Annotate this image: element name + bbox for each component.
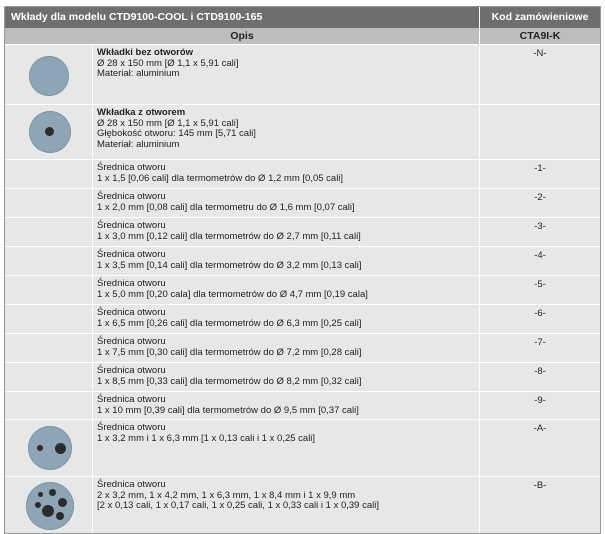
table-row [5, 476, 600, 533]
hole-icon [38, 492, 43, 497]
row-code: -A- [533, 423, 547, 434]
row-line: Średnica otworu [97, 191, 166, 202]
hole-icon [37, 445, 43, 451]
insert-image-cell [5, 45, 93, 104]
single-hole-insert-disc [29, 111, 71, 153]
insert-image-cell [5, 334, 93, 362]
insert-image-cell [5, 420, 93, 476]
row-line: Średnica otworu [97, 365, 166, 376]
row-description [93, 420, 480, 476]
insert-image-cell [5, 305, 93, 333]
row-description [93, 477, 480, 533]
table-row [5, 333, 600, 362]
row-code: -B- [533, 480, 547, 491]
row-description [93, 189, 480, 217]
row-description [93, 334, 480, 362]
row-code: -4- [534, 250, 546, 261]
two-hole-insert-disc [28, 426, 72, 470]
row-line: Średnica otworu [97, 336, 166, 347]
row-code: -1- [534, 163, 546, 174]
row-description [93, 276, 480, 304]
row-line: 1 x 3,5 mm [0,14 cali] dla termometrów do Ø 3,2 mm [0,13 cali] [97, 259, 362, 271]
row-line: 1 x 5,0 mm [0,20 cala] dla termometrów do Ø 4,7 mm [0,19 cala] [97, 288, 368, 300]
table-row [5, 362, 600, 391]
row-line: 1 x 7,5 mm [0,30 cali] dla termometrów do Ø 7,2 mm [0,28 cali] [97, 346, 362, 358]
row-line: 1 x 6,5 mm [0,26 cali] dla termometrów do Ø 6,3 mm [0,25 cali] [97, 317, 362, 329]
row-code: -2- [534, 192, 546, 203]
row-line: Ø 28 x 150 mm [Ø 1,1 x 5,91 cali] [97, 117, 239, 129]
row-code [480, 105, 600, 159]
blank-insert-disc [29, 56, 69, 96]
row-title: Wkładki bez otworów [97, 47, 194, 58]
row-line: [2 x 0,13 cali, 1 x 0,17 cali, 1 x 0,25 cali, 1 x 0,33 cali i 1 x 0,39 cali] [97, 500, 379, 512]
table-row [5, 159, 600, 188]
order-table [4, 6, 601, 534]
row-code: -6- [534, 308, 546, 319]
table-row [5, 188, 600, 217]
insert-image-cell [5, 189, 93, 217]
row-line: Ø 28 x 150 mm [Ø 1,1 x 5,91 cali] [97, 57, 239, 69]
insert-image-cell [5, 160, 93, 188]
row-description [93, 160, 480, 188]
table-row [5, 246, 600, 275]
insert-image-cell [5, 477, 93, 533]
row-line: Średnica otworu [97, 307, 166, 318]
row-code: -5- [534, 279, 546, 290]
table-row [5, 217, 600, 246]
hole-icon [55, 443, 66, 454]
insert-image-cell [5, 247, 93, 275]
row-code: -7- [534, 337, 546, 348]
row-line: Średnica otworu [97, 249, 166, 260]
table-row [5, 275, 600, 304]
table-subheader [5, 28, 600, 44]
six-hole-insert-disc [26, 482, 74, 530]
row-code: -9- [534, 395, 546, 406]
row-description [93, 45, 480, 104]
row-line: Materiał: aluminium [97, 68, 180, 80]
row-line: Średnica otworu [97, 162, 166, 173]
hole-icon [58, 498, 67, 507]
row-line: 2 x 3,2 mm, 1 x 4,2 mm, 1 x 6,3 mm, 1 x 8,4 mm i 1 x 9,9 mm [97, 489, 356, 501]
row-line: Średnica otworu [97, 394, 166, 405]
table-row [5, 104, 600, 159]
order-code-header: Kod zamówieniowe [491, 11, 589, 23]
table-row [5, 44, 600, 104]
table-row [5, 391, 600, 419]
row-line: 1 x 10 mm [0,39 cali] dla termometrów do Ø 9,5 mm [0,37 cali] [97, 404, 359, 416]
row-line: Głębokość otworu: 145 mm [5,71 cali] [97, 128, 256, 140]
row-description [93, 392, 480, 419]
description-header: Opis [5, 28, 480, 44]
insert-image-cell [5, 218, 93, 246]
table-header [5, 7, 600, 28]
row-description [93, 305, 480, 333]
table-row [5, 419, 600, 476]
row-line: Średnica otworu [97, 220, 166, 231]
row-code: -N- [533, 48, 547, 59]
row-description [93, 218, 480, 246]
hole-icon [56, 512, 64, 520]
insert-image-cell [5, 363, 93, 391]
hole-icon [45, 127, 54, 136]
row-line: 1 x 2,0 mm [0,08 cali] dla termometru do Ø 1,6 mm [0,07 cali] [97, 201, 355, 213]
insert-image-cell [5, 392, 93, 419]
row-description [93, 247, 480, 275]
row-line: Średnica otworu [97, 278, 166, 289]
row-line: 1 x 8,5 mm [0,33 cali] dla termometrów do Ø 8,2 mm [0,32 cali] [97, 375, 362, 387]
insert-image-cell [5, 105, 93, 159]
hole-icon [49, 489, 56, 496]
row-line: Materiał: aluminium [97, 138, 180, 150]
row-line: 1 x 3,0 mm [0,12 cali] dla termometrów do Ø 2,7 mm [0,11 cali] [97, 230, 361, 242]
row-code: -3- [534, 221, 546, 232]
hole-icon [42, 505, 54, 517]
row-line: Średnica otworu [97, 422, 166, 433]
table-title: Wkłady dla modelu CTD9100-COOL i CTD9100-165 [5, 7, 480, 28]
row-title: Wkładka z otworem [97, 107, 186, 118]
table-row [5, 304, 600, 333]
hole-icon [35, 502, 41, 508]
row-line: 1 x 3,2 mm i 1 x 6,3 mm [1 x 0,13 cali i 1 x 0,25 cali] [97, 432, 316, 444]
row-description [93, 363, 480, 391]
row-description [93, 105, 480, 159]
row-code: -8- [534, 366, 546, 377]
model-code-header: CTA9I-K [519, 30, 561, 42]
row-line: Średnica otworu [97, 479, 166, 490]
insert-image-cell [5, 276, 93, 304]
row-line: 1 x 1,5 [0,06 cali] dla termometrów do Ø 1,2 mm [0,05 cali] [97, 172, 344, 184]
